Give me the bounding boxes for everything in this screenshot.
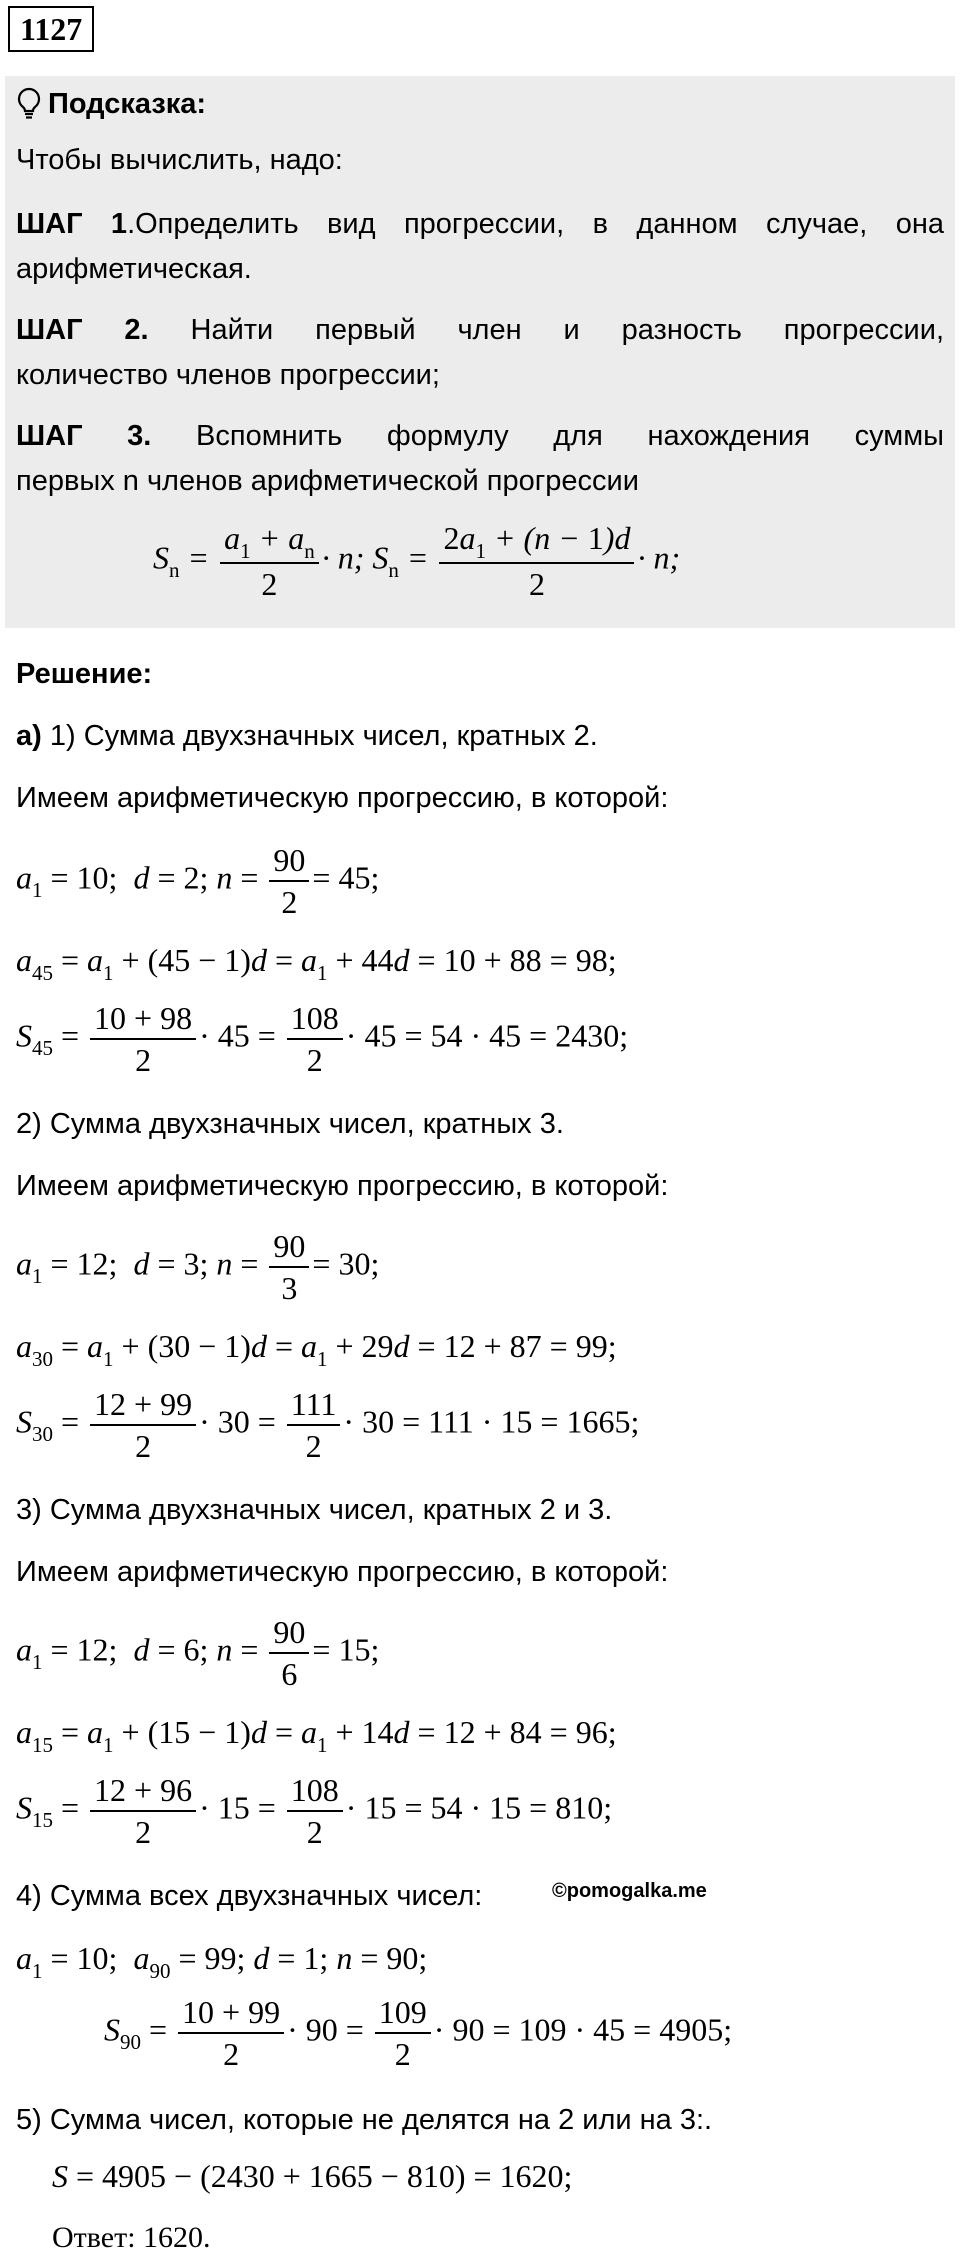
section-1-title: а) 1) Сумма двухзначных чисел, кратных 2. [16,720,598,752]
answer: Ответ: 1620. [52,2221,211,2254]
hint-step-1-cont: арифметическая. [16,253,252,285]
section-5-title: 5) Сумма чисел, которые не делятся на 2 или на 3:. [16,2104,713,2136]
s2-eq-3: $S_{30}$ = $\frac{12 + 99}{2}$ · 30 = $\frac{111}{2}$ · 30 = 111 · 15 = 1665; [16,1386,640,1464]
s1-eq-1: $a_1 = 10$; d = 2; n = $\frac{90}{2}$ = 45; [16,842,380,920]
hint-step-3: ШАГ 3. Вспомнить формулу для нахождения суммы [16,420,944,452]
section-2-intro: Имеем арифметическую прогрессию, в которой: [16,1170,669,1202]
sum-formula: $S_n$ = $\frac{a_1 + a_n}{2}$ · n; $S_n$ = $\frac{2a_1 + (n - 1)d}{2}$ · n; [153,520,681,602]
hint-intro: Чтобы вычислить, надо: [16,144,343,176]
s2-eq-1: $a_1 = 12$; d = 3; n = $\frac{90}{3}$ = 30; [16,1228,380,1306]
watermark: ©pomogalka.me [552,1880,707,1902]
s3-eq-2: $a_{15} = a_1 + (15 - 1)d = a_1 + 14d = 12 + 84 = 96$; [16,1714,617,1757]
hint-step-1: ШАГ 1.Определить вид прогрессии, в данном случае, она [16,208,944,240]
hint-step-2: ШАГ 2. Найти первый член и разность прогрессии, [16,314,944,346]
hint-box [5,76,955,628]
lightbulb-icon [16,87,42,128]
s3-eq-1: $a_1 = 12$; d = 6; n = $\frac{90}{6}$ = 15; [16,1614,380,1692]
solution-title: Решение: [16,658,153,690]
s5-eq-1: S = 4905 − (2430 + 1665 − 810) = 1620; [52,2158,573,2194]
section-1-intro: Имеем арифметическую прогрессию, в которой: [16,782,669,814]
section-3-title: 3) Сумма двухзначных чисел, кратных 2 и 3. [16,1494,613,1526]
section-3-intro: Имеем арифметическую прогрессию, в которой: [16,1556,669,1588]
s4-eq-1: $a_1 = 10$; $a_{90} = 99$; d = 1; n = 90; [16,1940,428,1983]
problem-number: 1127 [8,6,94,52]
section-4-title: 4) Сумма всех двухзначных чисел: [16,1880,483,1912]
s3-eq-3: $S_{15}$ = $\frac{12 + 96}{2}$ · 15 = $\frac{108}{2}$ · 15 = 54 · 15 = 810; [16,1772,613,1850]
hint-step-2-cont: количество членов прогрессии; [16,359,440,391]
hint-title: Подсказка: [16,86,206,128]
hint-step-3-cont: первых n членов арифметической прогрессии [16,465,639,497]
s2-eq-2: $a_{30} = a_1 + (30 - 1)d = a_1 + 29d = 12 + 87 = 99$; [16,1328,617,1371]
s1-eq-2: $a_{45} = a_1 + (45 - 1)d = a_1 + 44d = 10 + 88 = 98$; [16,942,617,985]
s4-eq-2: $S_{90}$ = $\frac{10 + 99}{2}$ · 90 = $\frac{109}{2}$ · 90 = 109 · 45 = 4905; [104,1994,733,2072]
section-2-title: 2) Сумма двухзначных чисел, кратных 3. [16,1108,564,1140]
s1-eq-3: $S_{45}$ = $\frac{10 + 98}{2}$ · 45 = $\frac{108}{2}$ · 45 = 54 · 45 = 2430; [16,1000,629,1078]
